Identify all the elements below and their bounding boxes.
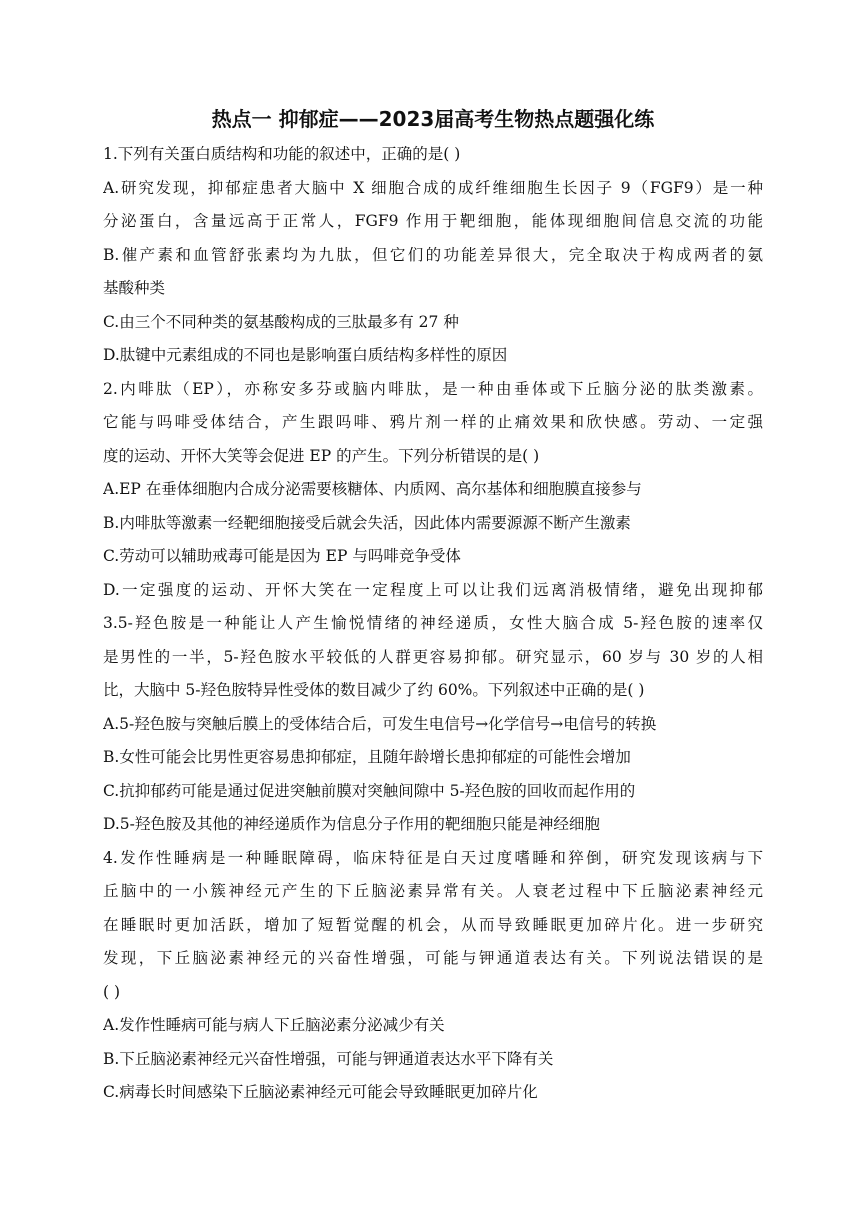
document-page bbox=[103, 102, 763, 1110]
text-line: 2.内啡肽（EP），亦称安多芬或脑内啡肽，是一种由垂体或下丘脑分泌的肽类激素。 bbox=[103, 379, 763, 398]
text-line: 在睡眠时更加活跃，增加了短暂觉醒的机会，从而导致睡眠更加碎片化。进一步研究 bbox=[103, 915, 763, 934]
text-line: C.抗抑郁药可能是通过促进突触前膜对突触间隙中 5-羟色胺的回收而起作用的 bbox=[103, 781, 636, 800]
text-line: 度的运动、开怀大笑等会促进 EP 的产生。下列分析错误的是( ) bbox=[103, 446, 540, 465]
text-line: B.下丘脑泌素神经元兴奋性增强，可能与钾通道表达水平下降有关 bbox=[103, 1049, 554, 1068]
text-line: 基酸种类 bbox=[103, 279, 166, 297]
text-line: 比，大脑中 5-羟色胺特异性受体的数目减少了约 60%。下列叙述中正确的是( ) bbox=[103, 681, 645, 699]
text-line: C.劳动可以辅助戒毒可能是因为 EP 与吗啡竞争受体 bbox=[103, 547, 461, 565]
document-body bbox=[103, 138, 763, 1110]
text-line: A.发作性睡病可能与病人下丘脑泌素分泌减少有关 bbox=[103, 1016, 445, 1034]
text-line: C.由三个不同种类的氨基酸构成的三肽最多有 27 种 bbox=[103, 312, 459, 331]
text-line: A.EP 在垂体细胞内合成分泌需要核糖体、内质网、高尔基体和细胞膜直接参与 bbox=[103, 480, 642, 498]
text-line: 3.5-羟色胺是一种能让人产生愉悦情绪的神经递质，女性大脑合成 5-羟色胺的速率仅 bbox=[103, 614, 763, 632]
text-line: C.病毒长时间感染下丘脑泌素神经元可能会导致睡眠更加碎片化 bbox=[103, 1083, 538, 1101]
text-line: B.内啡肽等激素一经靶细胞接受后就会失活，因此体内需要源源不断产生激素 bbox=[103, 513, 631, 532]
text-line: A.研究发现，抑郁症患者大脑中 X 细胞合成的成纤维细胞生长因子 9（FGF9）是一种 bbox=[103, 178, 763, 197]
text-line: 分泌蛋白，含量远高于正常人，FGF9 作用于靶细胞，能体现细胞间信息交流的功能 bbox=[103, 212, 763, 230]
text-line: 4.发作性睡病是一种睡眠障碍，临床特征是白天过度嗜睡和猝倒，研究发现该病与下 bbox=[103, 848, 763, 867]
text-line: B.催产素和血管舒张素均为九肽，但它们的功能差异很大，完全取决于构成两者的氨 bbox=[103, 245, 763, 264]
text-line: D.5-羟色胺及其他的神经递质作为信息分子作用的靶细胞只能是神经细胞 bbox=[103, 815, 600, 833]
text-line: D.肽键中元素组成的不同也是影响蛋白质结构多样性的原因 bbox=[103, 346, 508, 364]
text-line: ( ) bbox=[103, 982, 121, 1001]
text-line: 发现，下丘脑泌素神经元的兴奋性增强，可能与钾通道表达有关。下列说法错误的是 bbox=[103, 949, 763, 967]
document-title: 热点一 抑郁症——2023届高考生物热点题强化练 bbox=[211, 107, 655, 131]
text-line: 它能与吗啡受体结合，产生跟吗啡、鸦片剂一样的止痛效果和欣快感。劳动、一定强 bbox=[103, 413, 763, 431]
text-line: D.一定强度的运动、开怀大笑在一定程度上可以让我们远离消极情绪，避免出现抑郁 bbox=[103, 580, 763, 599]
text-line: 是男性的一半，5-羟色胺水平较低的人群更容易抑郁。研究显示，60 岁与 30 岁的人相 bbox=[103, 647, 763, 666]
text-line: 1.下列有关蛋白质结构和功能的叙述中，正确的是( ) bbox=[103, 145, 461, 163]
text-line: A.5-羟色胺与突触后膜上的受体结合后，可发生电信号→化学信号→电信号的转换 bbox=[103, 714, 657, 733]
text-line: B.女性可能会比男性更容易患抑郁症，且随年龄增长患抑郁症的可能性会增加 bbox=[103, 748, 631, 766]
text-line: 丘脑中的一小簇神经元产生的下丘脑泌素异常有关。人衰老过程中下丘脑泌素神经元 bbox=[103, 882, 763, 900]
